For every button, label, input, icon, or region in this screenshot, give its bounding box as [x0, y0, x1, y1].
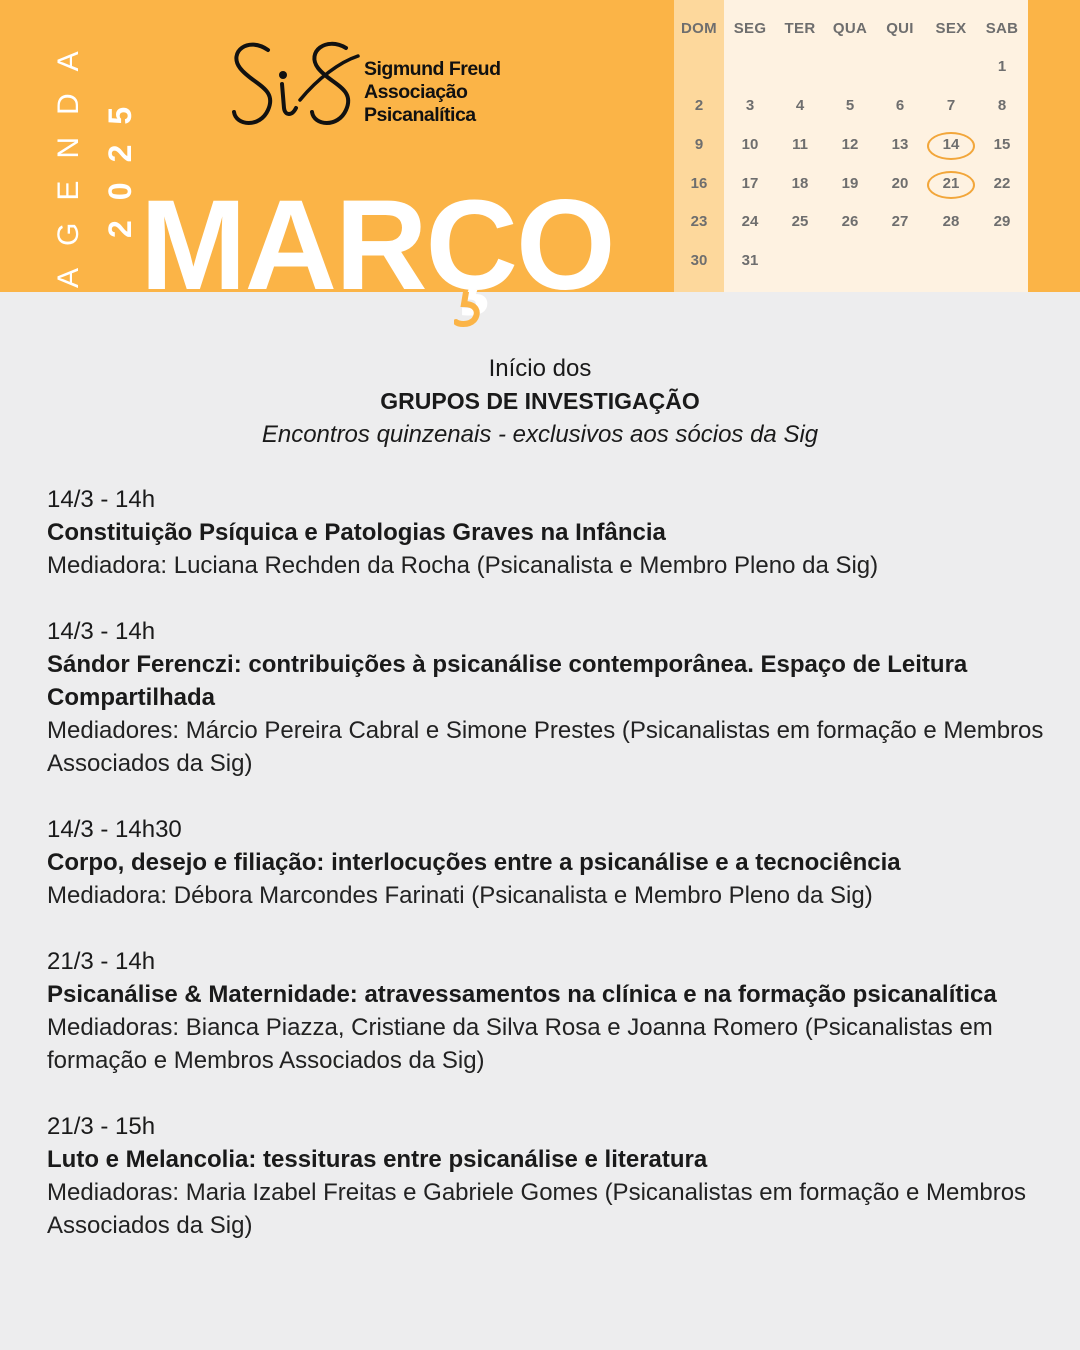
event-list: [47, 483, 1047, 1275]
intro-heading: GRUPOS DE INVESTIGAÇÃO: [380, 388, 700, 414]
weekday-dom: DOM: [681, 20, 717, 37]
calendar-day: 31: [741, 252, 759, 269]
event-mediator: Mediadora: Luciana Rechden da Rocha (Psicanalista e Membro Pleno da Sig): [47, 552, 879, 579]
weekday-ter: TER: [784, 20, 816, 37]
calendar-day: 29: [993, 213, 1011, 230]
calendar-day: 17: [741, 175, 759, 192]
cedilla-mark: [454, 292, 484, 328]
intro-block: [0, 352, 1080, 451]
event-title: Corpo, desejo e filiação: interlocuções entre a psicanálise e a tecnociência: [47, 849, 901, 876]
intro-line-1: Início dos: [488, 355, 592, 382]
calendar-day: 12: [841, 136, 859, 153]
event-title: Sándor Ferenczi: contribuições à psicanálise contemporânea. Espaço de Leitura Compartilhada: [47, 651, 968, 711]
calendar-day: 2: [694, 97, 704, 114]
calendar-day: 22: [993, 175, 1011, 192]
calendar-day: 13: [891, 136, 909, 153]
calendar-day: 10: [741, 136, 759, 153]
calendar-day: 5: [845, 97, 855, 114]
calendar-day: 11: [792, 136, 808, 153]
calendar-day: 9: [694, 136, 704, 153]
calendar-day: 27: [891, 213, 909, 230]
event-item: [47, 483, 1047, 582]
calendar-day: 20: [891, 175, 909, 192]
intro-subtitle: Encontros quinzenais - exclusivos aos sócios da Sig: [261, 421, 819, 448]
calendar-day: 24: [741, 213, 759, 230]
logo-line-3: Psicanalítica: [364, 104, 476, 126]
event-item: [47, 813, 1047, 912]
calendar-day: 16: [690, 175, 708, 192]
event-datetime: 14/3 - 14h: [47, 486, 156, 513]
event-datetime: 21/3 - 15h: [47, 1113, 156, 1140]
event-item: [47, 945, 1047, 1077]
calendar-day: 14: [942, 136, 960, 153]
calendar-day: 28: [942, 213, 960, 230]
calendar-day: 7: [946, 97, 956, 114]
event-datetime: 14/3 - 14h: [47, 618, 156, 645]
calendar-day: 4: [795, 97, 805, 114]
weekday-sab: SAB: [985, 20, 1019, 37]
event-mediator: Mediadoras: Maria Izabel Freitas e Gabriele Gomes (Psicanalistas em formação e Membros Associados da Sig): [47, 1179, 1027, 1239]
agenda-label: AGENDA: [52, 29, 85, 288]
logo: [228, 38, 518, 134]
sig-monogram-logo: [228, 38, 364, 134]
calendar-day: 25: [791, 213, 809, 230]
event-mediator: Mediadores: Márcio Pereira Cabral e Simone Prestes (Psicanalistas em formação e Membros Associados da Sig): [47, 717, 1044, 777]
calendar-day: 1: [997, 58, 1007, 75]
vertical-label: [22, 0, 138, 292]
calendar-day: 3: [745, 97, 755, 114]
event-item: [47, 1110, 1047, 1242]
calendar-day: 18: [791, 175, 809, 192]
logo-text: [364, 58, 501, 127]
calendar-day: 19: [841, 175, 859, 192]
month-title: MARÇO: [140, 174, 614, 317]
event-datetime: 21/3 - 14h: [47, 948, 156, 975]
weekday-seg: SEG: [733, 20, 767, 37]
event-mediator: Mediadora: Débora Marcondes Farinati (Psicanalista e Membro Pleno da Sig): [47, 882, 873, 909]
calendar-day: 15: [993, 136, 1011, 153]
calendar-day: 8: [997, 97, 1007, 114]
calendar-day: 6: [895, 97, 905, 114]
calendar-day: 26: [841, 213, 859, 230]
year-label: 2025: [102, 86, 138, 238]
weekday-qui: QUI: [886, 20, 914, 37]
event-title: Luto e Melancolia: tessituras entre psicanálise e literatura: [47, 1146, 708, 1173]
event-datetime: 14/3 - 14h30: [47, 816, 182, 843]
weekday-qua: QUA: [832, 20, 868, 37]
logo-line-1: Sigmund Freud: [364, 58, 501, 80]
logo-line-2: Associação: [364, 81, 468, 103]
calendar-day: 30: [690, 252, 708, 269]
calendar-day: 21: [942, 175, 960, 192]
event-title: Constituição Psíquica e Patologias Graves na Infância: [47, 519, 666, 546]
header-banner: [0, 0, 1080, 317]
event-mediator: Mediadoras: Bianca Piazza, Cristiane da Silva Rosa e Joanna Romero (Psicanalistas em formação e Membros Associados da Sig): [47, 1014, 993, 1074]
weekday-sex: SEX: [935, 20, 967, 37]
event-item: [47, 615, 1047, 780]
calendar-day: 23: [690, 213, 708, 230]
month-calendar: [674, 0, 1028, 292]
event-title: Psicanálise & Maternidade: atravessamentos na clínica e na formação psicanalítica: [47, 981, 997, 1008]
